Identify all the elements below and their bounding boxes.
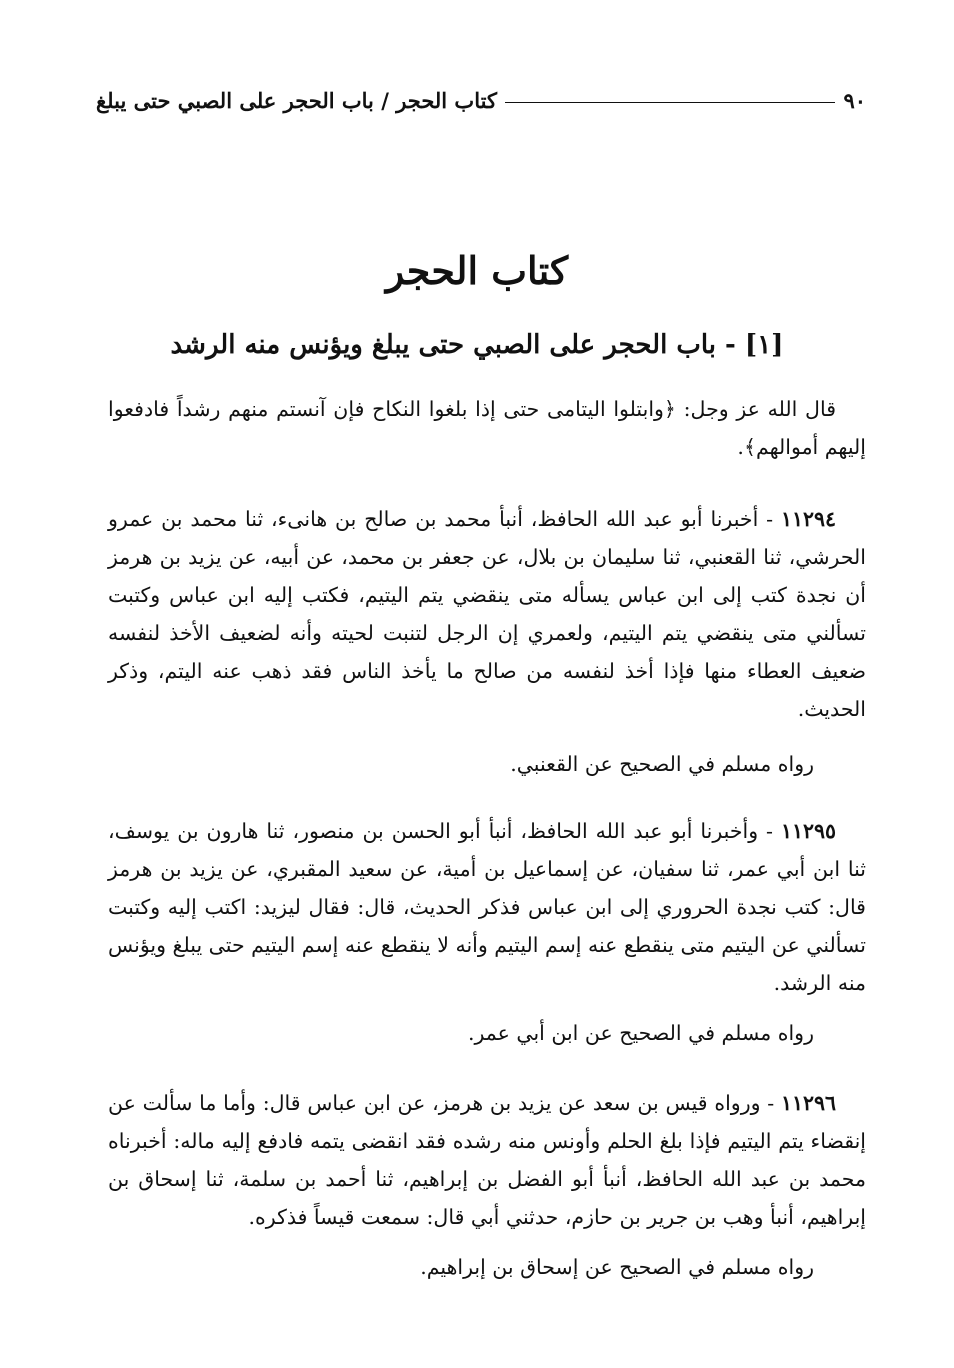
hadith-note: رواه مسلم في الصحيح عن ابن أبي عمر. xyxy=(467,1021,814,1045)
hadith-note: رواه مسلم في الصحيح عن إسحاق بن إبراهيم. xyxy=(420,1255,814,1279)
hadith-text: - أخبرنا أبو عبد الله الحافظ، أنبأ محمد بن صالح بن هانىء، ثنا محمد بن عمرو الحرشي، ثنا القعنبي، ثنا سليمان بن بلال، عن جعفر بن محمد، عن أبيه، عن يزيد بن هرمز أن نجدة كتب إلى ابن عباس يسأله متى ينقضي يتم اليتيم، فكتب إليه ابن عباس وكتبت تسألني متى ينقضي يتم اليتيم، ولعمري إن الرجل لتنبت لحيته وأنه لضعيف الأخذ لنفسه ضعيف العطاء منها فإذا أخذ لنفسه من صالح ما يأخذ الناس فقد ذهب عنه اليتم، وذكر الحديث. xyxy=(108,507,866,721)
page-number: ٩٠ xyxy=(843,87,866,113)
hadith-1294 xyxy=(108,500,866,728)
running-header xyxy=(96,80,866,120)
hadith-note: رواه مسلم في الصحيح عن القعنبي. xyxy=(510,752,814,776)
book-title: كتاب الحجر xyxy=(385,248,569,293)
hadith-number: ١١٢٩٥ xyxy=(780,819,836,843)
hadith-number: ١١٢٩٤ xyxy=(780,507,836,531)
running-title: كتاب الحجر / باب الحجر على الصبي حتى يبلغ xyxy=(96,87,497,113)
hadith-number: ١١٢٩٦ xyxy=(780,1091,836,1115)
quran-verse: قال الله عز وجل: ﴿وابتلوا اليتامى حتى إذا بلغوا النكاح فإن آنستم منهم رشداً فادفعوا إليهم أموالهم﴾. xyxy=(108,397,866,459)
hadith-1295 xyxy=(108,812,866,1002)
chapter-title: [١] - باب الحجر على الصبي حتى يبلغ ويؤنس منه الرشد xyxy=(170,330,784,360)
hadith-text: - ورواه قيس بن سعد عن يزيد بن هرمز، عن ابن عباس قال: وأما ما سألت عن إنقضاء يتم اليتيم فإذا بلغ الحلم وأونس منه رشده فقد انقضى يتمه فادفع إليه ماله: أخبرناه محمد بن عبد الله الحافظ، أنبأ أبو الفضل بن إبراهيم، ثنا أحمد بن سلمة، ثنا إسحاق بن إبراهيم، أنبأ وهب بن جرير بن حازم، حدثني أبي قال: سمعت قيساً فذكره. xyxy=(108,1091,866,1229)
hadith-text: - وأخبرنا أبو عبد الله الحافظ، أنبأ أبو الحسن بن منصور، ثنا هارون بن يوسف، ثنا ابن أبي عمر، ثنا سفيان، عن إسماعيل بن أمية، عن سعيد المقبري، عن يزيد بن هرمز قال: كتب نجدة الحروري إلى ابن عباس فذكر الحديث، قال: فقال ليزيد: اكتب إليه وكتبت تسألني عن اليتيم متى ينقطع عنه إسم اليتيم وأنه لا ينقطع عنه إسم اليتيم حتى يبلغ ويؤنس منه الرشد. xyxy=(108,819,866,995)
hadith-1296 xyxy=(108,1084,866,1236)
header-rule xyxy=(505,102,835,103)
